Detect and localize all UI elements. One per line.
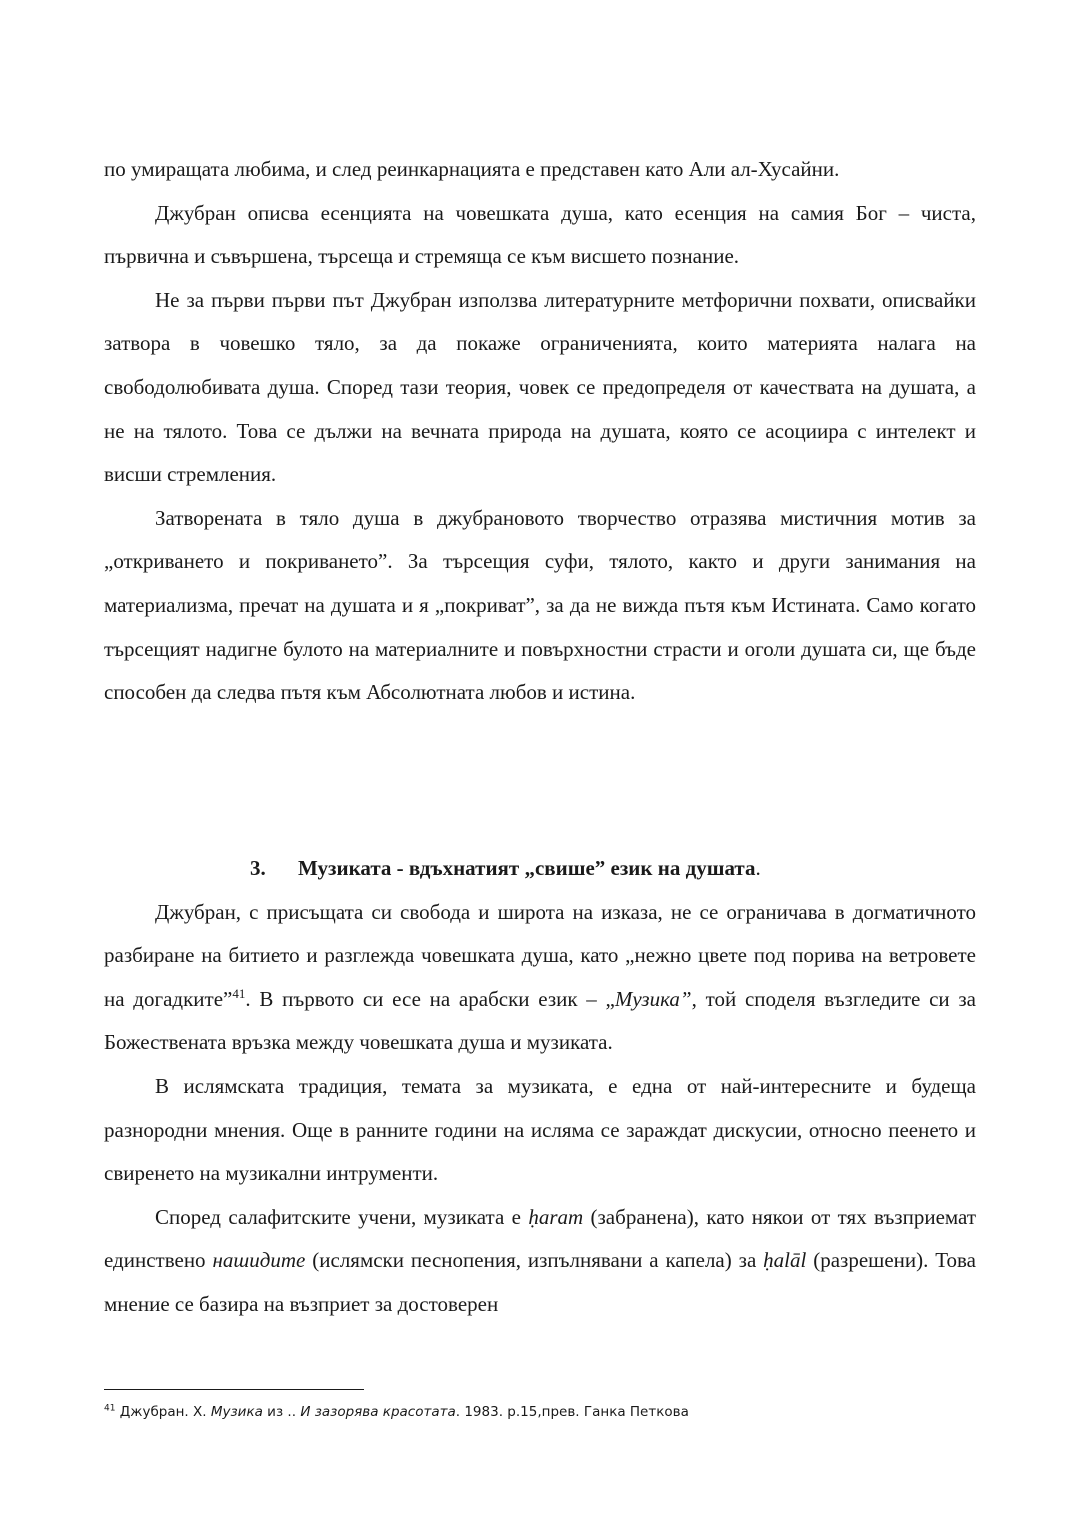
section-heading <box>104 847 976 891</box>
section-title-end: . <box>755 856 761 880</box>
paragraph-salafi-view: Според салафитските учени, музиката е ḥaram (забранена), като някои от тях възприемат единствено нашидите (ислямски песнопения, изпълнявани а капела) за ḥalāl (разрешени). Това мнение се базира на възприет за достоверен <box>104 1204 976 1316</box>
body-text-bottom <box>104 847 976 1327</box>
term-haram: ḥaram <box>528 1204 584 1229</box>
paragraph-soul-essence: Джубран описва есенцията на човешката душа, като есенция на самия Бог – чиста, първична и съвършена, търсеща и стремяща се към висшето познание. <box>104 200 976 269</box>
essay-title: Музика” <box>614 986 692 1011</box>
footnote-reference[interactable]: 41 <box>232 985 246 1001</box>
term-nashid: нашидите <box>212 1248 306 1273</box>
section-title: Музиката - вдъхнатият „свише” език на душата <box>298 856 756 880</box>
section-number: 3. <box>250 856 266 880</box>
paragraph-islamic-tradition: В ислямската традиция, темата за музиката, е една от най-интересните и будеща разнородни мнения. Още в ранните години на исляма се зараждат дискусии, относно пеенето и свиренето на музикални интрументи. <box>104 1073 976 1186</box>
body-text-top <box>104 148 976 715</box>
paragraph-body-prison: Не за първи първи път Джубран използва литературните метфорични похвати, описвайки затвора в човешко тяло, за да покаже ограниченията, които материята налага на свободолюбивата душа. Според тази теория, човек се предопределя от качествата на душата, а не на тялото. Това се дължи на вечната природа на душата, която се асоциира с интелект и висши стремления. <box>104 287 976 487</box>
footnote-book-title: И зазорява красотата <box>300 1404 456 1420</box>
term-halal: ḥalāl <box>763 1248 807 1273</box>
footnote: $^{41}$ Джубран. Х. Музика из .. И зазорява красотата. 1983. р.15,прев. Ганка Петкова <box>104 1403 689 1420</box>
paragraph-music-essay: Джубран, с присъщата си свобода и широта на изказа, не се ограничава в догматичното разбиране на битието и разглежда човешката душа, като „нежно цвете под порива на ветровете на догадките”$^{41}$. В първото си есе на арабски език – „Музика”, той споделя възгледите си за Божествената връзка между човешката душа и музиката. <box>104 899 976 1055</box>
footnote-work-title: Музика <box>210 1404 263 1420</box>
footnote-number: 41 <box>104 1403 116 1414</box>
paragraph-sufi-motif: Затворената в тяло душа в джубрановото творчество отразява мистичния мотив за „откриването и покриването”. За търсещия суфи, тялото, както и други занимания на материализма, пречат на душата и я „покриват”, за да не вижда пътя към Истината. Само когато търсещият надигне булото на материалните и повърхностни страсти и оголи душата си, ще бъде способен да следва пътя към Абсолютната любов и истина. <box>104 505 976 705</box>
paragraph-continuation: по умиращата любима, и след реинкарнацията е представен като Али ал-Хусайни. <box>104 157 840 181</box>
footnote-separator <box>104 1389 364 1390</box>
